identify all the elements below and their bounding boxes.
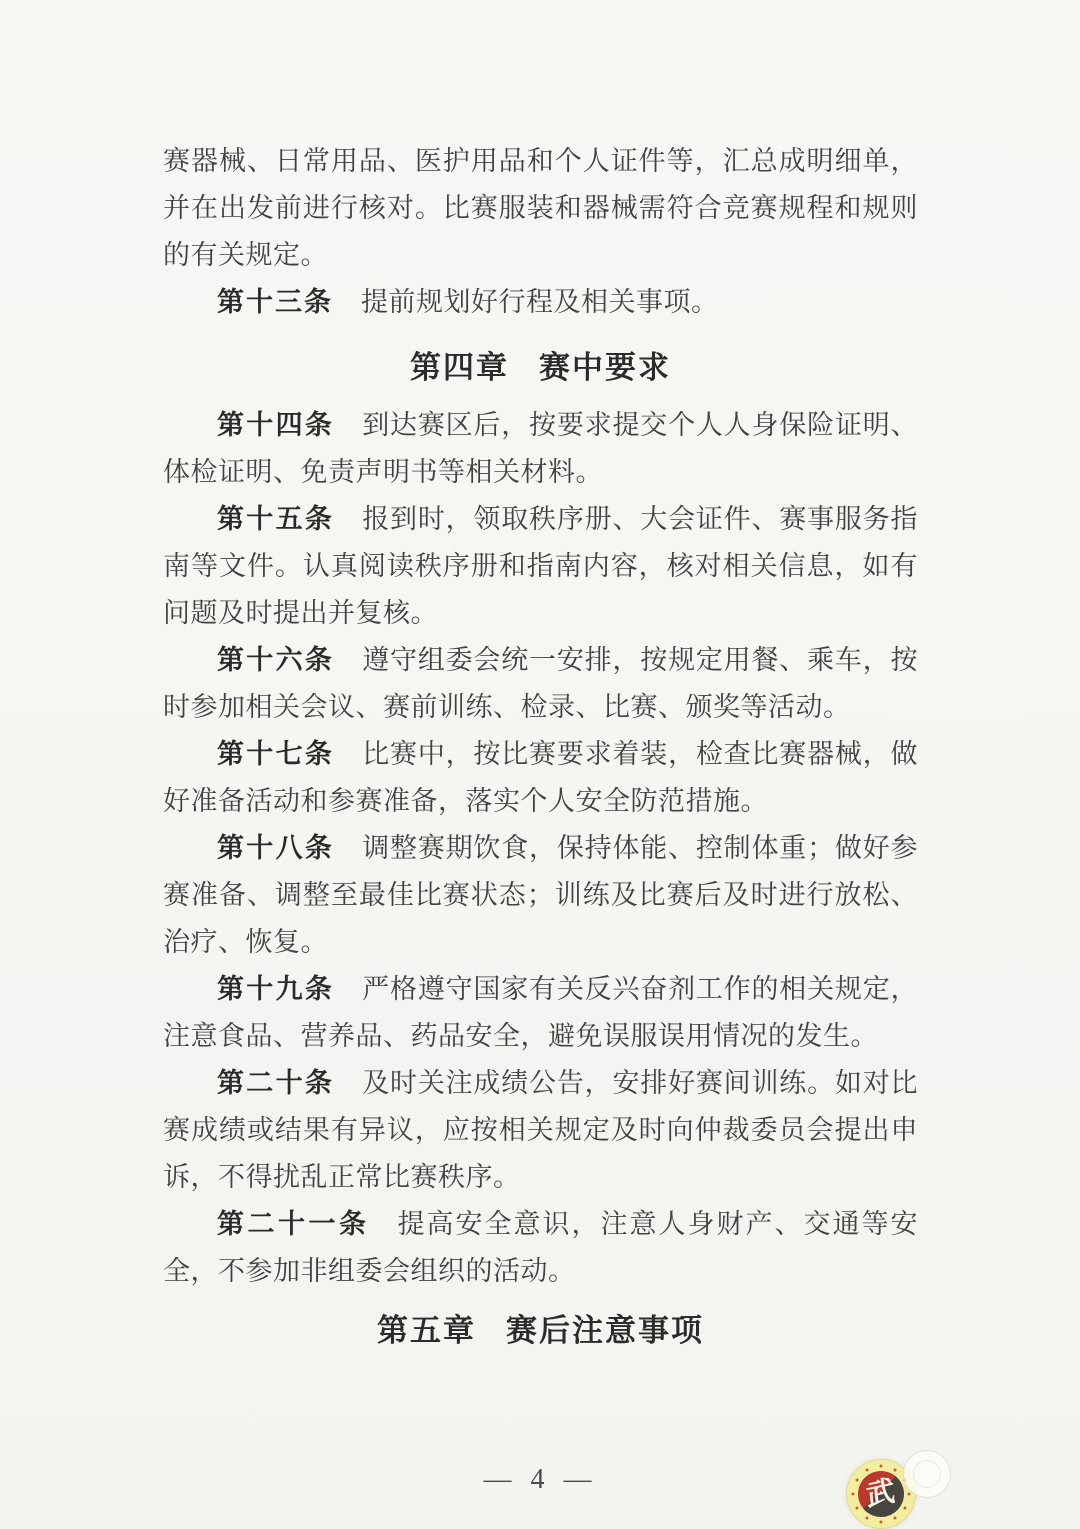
article-19-label: 第十九条 xyxy=(217,974,335,1004)
continuation-paragraph: 赛器械、日常用品、医护用品和个人证件等，汇总成明细单，并在出发前进行核对。比赛服装和器械需符合竞赛规程和规则的有关规定。 xyxy=(163,146,918,270)
chapter-5-heading xyxy=(163,1307,918,1354)
chapter-4-title: 赛中要求 xyxy=(539,350,671,385)
seal-inner-disc xyxy=(858,1471,904,1517)
article-13-text: 提前规划好行程及相关事项。 xyxy=(361,287,719,317)
page-number: — 4 — xyxy=(483,1464,598,1495)
article-20-label: 第二十条 xyxy=(217,1068,335,1098)
chapter-4-label: 第四章 xyxy=(410,350,509,385)
article-18 xyxy=(163,825,918,966)
article-17 xyxy=(163,731,918,825)
article-14-text: 到达赛区后，按要求提交个人人身保险证明、体检证明、免责声明书等相关材料。 xyxy=(163,410,919,487)
article-18-label: 第十八条 xyxy=(217,833,335,863)
article-19 xyxy=(163,966,918,1060)
article-21-text: 提高安全意识，注意人身财产、交通等安全，不参加非组委会组织的活动。 xyxy=(163,1209,918,1286)
article-21-label: 第二十一条 xyxy=(217,1209,370,1239)
article-15-text: 报到时，领取秩序册、大会证件、赛事服务指南等文件。认真阅读秩序册和指南内容，核对相关信息，如有问题及时提出并复核。 xyxy=(163,504,919,628)
article-21 xyxy=(163,1201,918,1295)
article-13 xyxy=(163,279,918,326)
chapter-5-label: 第五章 xyxy=(377,1313,476,1348)
article-15-label: 第十五条 xyxy=(217,504,335,534)
chapter-4-heading xyxy=(163,344,918,391)
article-16 xyxy=(163,637,918,731)
article-17-label: 第十七条 xyxy=(217,739,335,769)
article-16-text: 遵守组委会统一安排，按规定用餐、乘车，按时参加相关会议、赛前训练、检录、比赛、颁奖等活动。 xyxy=(163,645,919,722)
article-20 xyxy=(163,1060,918,1201)
article-14 xyxy=(163,402,918,496)
article-19-text: 严格遵守国家有关反兴奋剂工作的相关规定，注意食品、营养品、药品安全，避免误服误用情况的发生。 xyxy=(163,974,919,1051)
article-20-text: 及时关注成绩公告，安排好赛间训练。如对比赛成绩或结果有异议，应按相关规定及时向仲裁委员会提出申诉，不得扰乱正常比赛秩序。 xyxy=(163,1068,919,1192)
article-18-text: 调整赛期饮食，保持体能、控制体重；做好参赛准备、调整至最佳比赛状态；训练及比赛后及时进行放松、治疗、恢复。 xyxy=(163,833,919,957)
article-14-label: 第十四条 xyxy=(217,410,335,440)
seal-wu-character: 武 xyxy=(865,1474,897,1513)
chapter-5-title: 赛后注意事项 xyxy=(506,1313,704,1348)
watermark-seal-ghost-icon xyxy=(903,1450,951,1498)
article-15 xyxy=(163,496,918,637)
article-17-text: 比赛中，按比赛要求着装，检查比赛器械，做好准备活动和参赛准备，落实个人安全防范措施。 xyxy=(163,739,919,816)
article-16-label: 第十六条 xyxy=(217,645,335,675)
article-13-label: 第十三条 xyxy=(217,287,333,317)
